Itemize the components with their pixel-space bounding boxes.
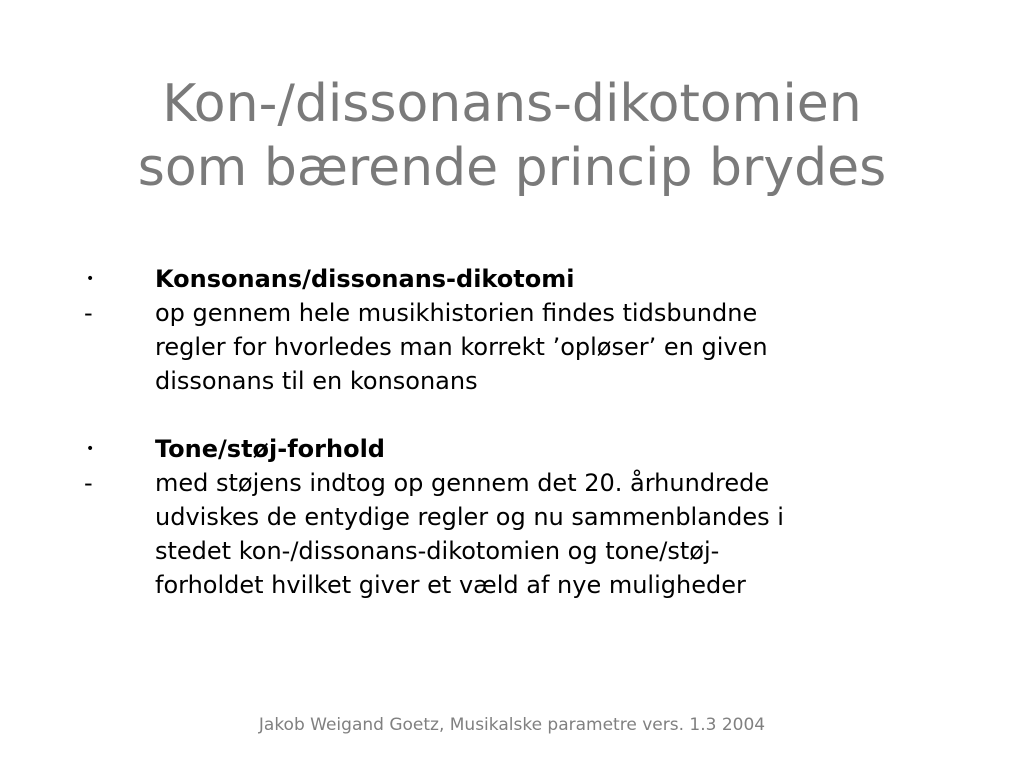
slide-content <box>84 262 984 602</box>
slide-title-line-2: som bærende princip brydes <box>137 138 887 198</box>
bullet-heading: Konsonans/dissonans-dikotomi <box>155 265 575 293</box>
dash-item-text <box>155 296 984 398</box>
bullet-item-tone-stoej <box>84 432 984 466</box>
bullet-item-konsonans <box>84 262 984 296</box>
dash-item-line: forholdet hvilket giver et væld af nye muligheder <box>155 571 746 599</box>
dash-item-line: dissonans til en konsonans <box>155 367 478 395</box>
dash-item-line: med støjens indtog op gennem det 20. århundrede <box>155 469 770 497</box>
section-gap <box>84 398 984 432</box>
slide-footer: Jakob Weigand Goetz, Musikalske parametre vers. 1.3 2004 <box>258 715 766 735</box>
bullet-heading: Tone/støj-forhold <box>155 435 385 463</box>
dash-item-line: udviskes de entydige regler og nu sammenblandes i <box>155 503 784 531</box>
slide-title-line-1: Kon-/dissonans-dikotomien <box>162 74 862 134</box>
dash-marker: - <box>84 469 93 497</box>
dash-item-line: stedet kon-/dissonans-dikotomien og tone/støj- <box>155 537 720 565</box>
dash-item-line: regler for hvorledes man korrekt ’opløser’ en given <box>155 333 768 361</box>
dash-item-konsonans <box>84 296 984 398</box>
bullet-icon: • <box>86 271 95 287</box>
bullet-icon: • <box>86 441 95 457</box>
dash-item-tone-stoej <box>84 466 984 602</box>
slide-title <box>0 72 1024 200</box>
dash-item-line: op gennem hele musikhistorien findes tidsbundne <box>155 299 758 327</box>
dash-marker: - <box>84 299 93 327</box>
dash-item-text <box>155 466 984 602</box>
